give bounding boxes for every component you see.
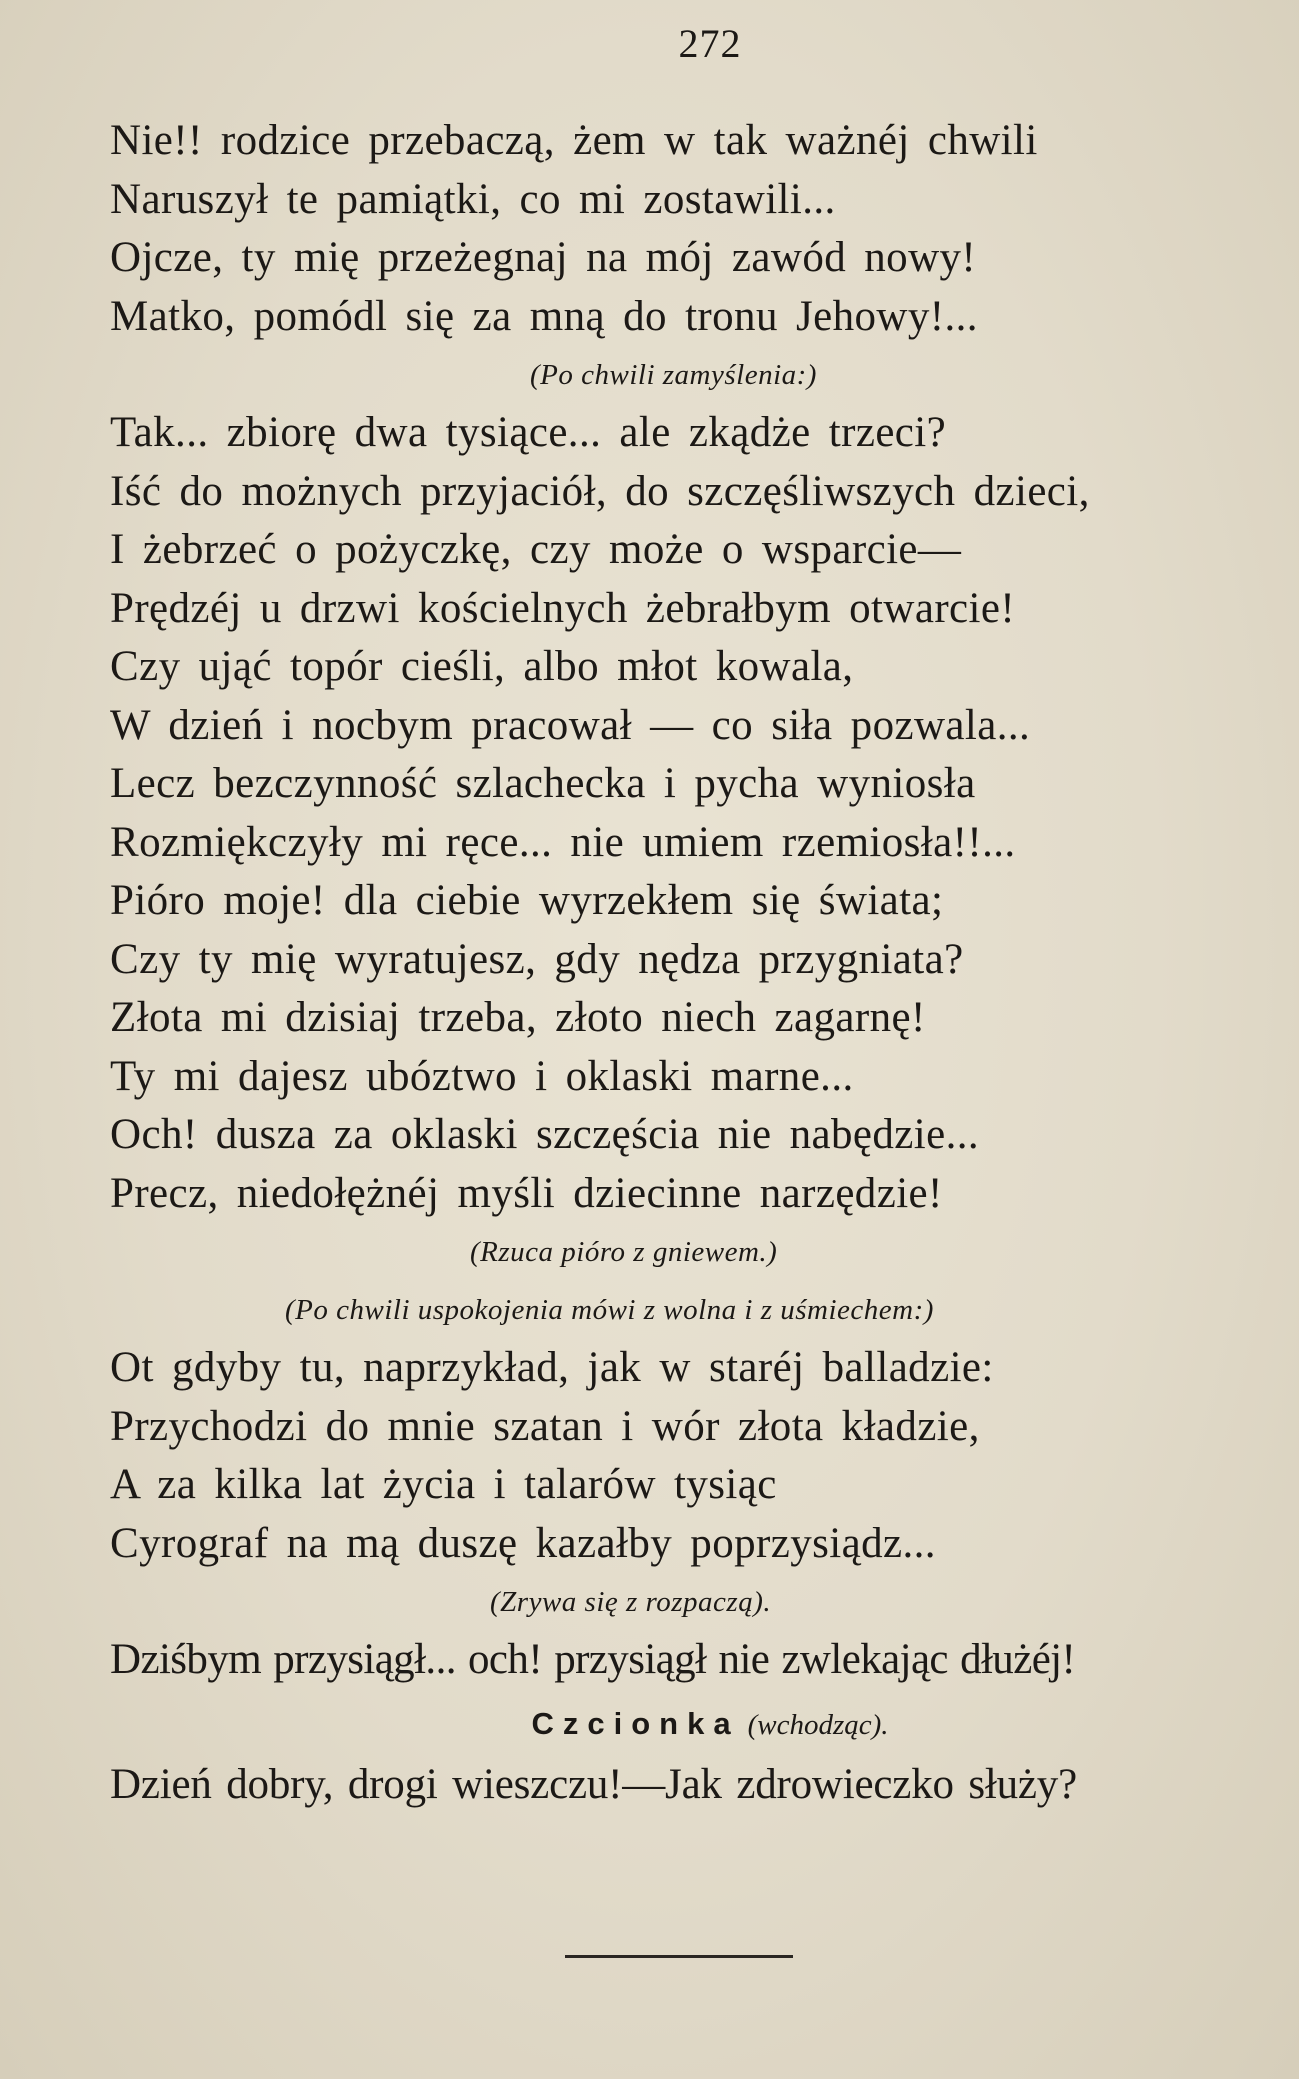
verse-line: Rozmiękczyły mi ręce... nie umiem rzemiosła!!... <box>110 818 1016 866</box>
verse-line: Złota mi dzisiaj trzeba, złoto niech zagarnę! <box>110 994 926 1041</box>
verse-line: Naruszył te pamiątki, co mi zostawili... <box>110 175 836 223</box>
speaker-direction: (wchodząc). <box>747 1708 889 1741</box>
stage-direction: (Po chwili zamyślenia:) <box>530 359 817 391</box>
verse-line: Pióro moje! dla ciebie wyrzekłem się świata; <box>110 877 944 924</box>
verse-line: A za kilka lat życia i talarów tysiąc <box>110 1461 777 1508</box>
verse-line: Ot gdyby tu, naprzykład, jak w staréj balladzie: <box>110 1344 994 1391</box>
verse-line: Przychodzi do mnie szatan i wór złota kładzie, <box>110 1402 980 1450</box>
verse-line: Czy ty mię wyratujesz, gdy nędza przygniata? <box>110 935 964 983</box>
verse-line: Czy ująć topór cieśli, albo młot kowala, <box>110 643 854 690</box>
verse-line: Dzień dobry, drogi wieszczu!—Jak zdrowieczko służy? <box>110 1760 1077 1808</box>
speaker-heading <box>110 1690 1260 1756</box>
verse-line: Tak... zbiorę dwa tysiące... ale zkądże trzeci? <box>110 409 947 456</box>
verse-line: Matko, pomódl się za mną do tronu Jehowy!... <box>110 292 978 340</box>
verse-line: Iść do możnych przyjaciół, do szczęśliwszych dzieci, <box>110 467 1090 515</box>
page-number: 272 <box>678 21 742 66</box>
page-text <box>110 112 1260 1814</box>
verse-line: Ojcze, ty mię przeżegnaj na mój zawód nowy! <box>110 234 977 281</box>
verse-line: Dziśbym przysiągł... och! przysiągł nie zwlekając dłużéj! <box>110 1636 1076 1683</box>
verse-line: Cyrograf na mą duszę kazałby poprzysiądz... <box>110 1519 936 1567</box>
speaker-name: Czcionka <box>531 1705 740 1741</box>
verse-line: Lecz bezczynność szlachecka i pycha wyniosła <box>110 760 976 807</box>
verse-line: Precz, niedołężnéj myśli dziecinne narzędzie! <box>110 1169 943 1217</box>
verse-line: W dzień i nocbym pracował — co siła pozwala... <box>110 701 1031 749</box>
stage-direction: (Zrywa się z rozpaczą). <box>490 1586 772 1618</box>
stage-direction: (Po chwili uspokojenia mówi z wolna i z uśmiechem:) <box>285 1294 934 1326</box>
verse-line: I żebrzeć o pożyczkę, czy może o wsparcie— <box>110 526 962 573</box>
stage-direction: (Rzuca pióro z gniewem.) <box>470 1236 778 1268</box>
verse-line: Nie!! rodzice przebaczą, żem w tak ważnéj chwili <box>110 117 1038 164</box>
end-rule <box>565 1955 793 1958</box>
verse-line: Ty mi dajesz ubóztwo i oklaski marne... <box>110 1052 854 1100</box>
verse-line: Prędzéj u drzwi kościelnych żebrałbym otwarcie! <box>110 584 1016 632</box>
verse-line: Och! dusza za oklaski szczęścia nie nabędzie... <box>110 1111 980 1158</box>
